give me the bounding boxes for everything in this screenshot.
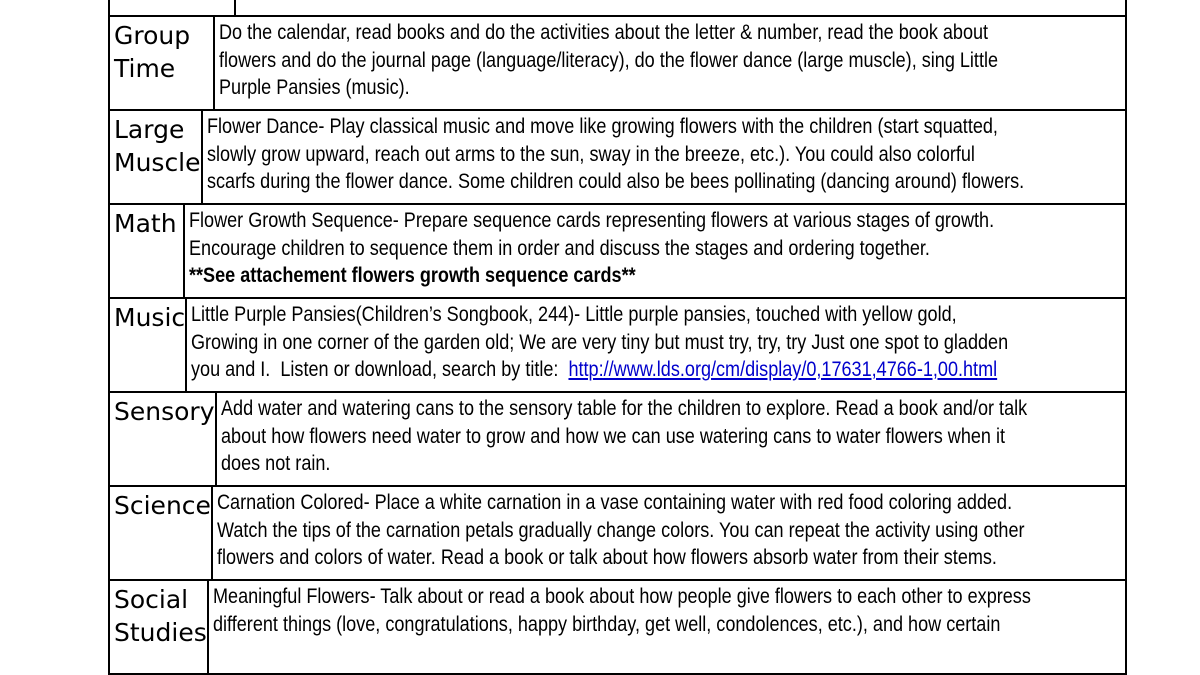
row-content	[187, 299, 1141, 391]
content-line: Add water and watering cans to the sensory table for the children to explore. Read a book and/or talk	[220, 397, 1027, 420]
content-line: about how flowers need water to grow and how we can use watering cans to water flowers when it	[220, 424, 1005, 448]
row-label-line	[114, 334, 185, 367]
content-line: flowers and do the journal page (language/literacy), do the flower dance (large muscle), sing Little	[219, 48, 999, 72]
content-line: scarfs during the flower dance. Some children could also be bees pollinating (dancing around) flowers.	[206, 170, 1024, 193]
row-label	[110, 111, 203, 203]
link-prefix: you and I. Listen or download, search by title:	[191, 358, 569, 381]
row-label-line: Music	[114, 303, 186, 332]
row-label	[110, 487, 213, 579]
table-row	[108, 205, 1127, 299]
content-line: Little Purple Pansies(Children’s Songbook, 244)- Little purple pansies, touched with yellow gold,	[191, 303, 957, 326]
content-line: different things (love, congratulations, happy birthday, get well, condolences, etc.), and how certain	[212, 612, 1001, 636]
table-row	[108, 393, 1127, 487]
row-label	[110, 205, 185, 297]
content-line: Flower Dance- Play classical music and move like growing flowers with the children (start squatted,	[206, 115, 998, 138]
content-line: Growing in one corner of the garden old; We are very tiny but must try, try, try Just one spot to gladden	[191, 330, 1009, 354]
row-label	[110, 299, 187, 391]
row-label-line: Science	[114, 491, 211, 520]
row-content	[185, 205, 1125, 297]
row-label-line: Large	[114, 115, 185, 144]
content-line: Do the calendar, read books and do the activities about the letter & number, read the book about	[219, 21, 989, 44]
content-line: does not rain.	[220, 452, 330, 475]
row-content	[209, 581, 1164, 673]
table-row	[108, 581, 1127, 675]
row-content	[236, 0, 1125, 15]
row-label-line	[114, 240, 183, 273]
row-label-line: Sensory	[114, 397, 215, 426]
content-line: slowly grow upward, reach out arms to the sun, sway in the breeze, etc.). You could also colorful	[206, 142, 975, 166]
row-label-line: Studies	[114, 618, 207, 647]
row-content	[203, 111, 1157, 203]
row-label-line: Group	[114, 21, 191, 50]
content-line: Purple Pansies (music).	[219, 76, 410, 99]
row-label-line: Math	[114, 209, 177, 238]
row-label	[110, 0, 236, 15]
content-line: Carnation Colored- Place a white carnation in a vase containing water with red food coloring added.	[216, 491, 1013, 514]
table-row	[108, 487, 1127, 581]
row-label-line	[114, 522, 211, 555]
row-label-line: Time	[114, 54, 176, 83]
table-row	[108, 0, 1127, 17]
content-line: Meaningful Flowers- Talk about or read a book about how people give flowers to each other to express	[212, 585, 1031, 608]
content-line: Watch the tips of the carnation petals gradually change colors. You can repeat the activity using other	[216, 518, 1025, 542]
row-label-line: Social	[114, 585, 189, 614]
content-line	[191, 356, 1008, 384]
row-content	[215, 17, 1125, 109]
row-content	[213, 487, 1156, 579]
table-row	[108, 17, 1127, 111]
row-label	[110, 17, 215, 109]
content-line: Flower Growth Sequence- Prepare sequence cards representing flowers at various stages of growth.	[188, 209, 994, 232]
activity-table	[108, 0, 1127, 675]
row-label-line	[114, 428, 215, 461]
table-row	[108, 111, 1127, 205]
row-label-line: Muscle	[114, 148, 201, 177]
attachment-note: **See attachement flowers growth sequence cards**	[188, 264, 636, 287]
row-content	[217, 393, 1158, 485]
row-label	[110, 393, 217, 485]
row-label	[110, 581, 209, 673]
song-link[interactable]: http://www.lds.org/cm/display/0,17631,4766-1,00.html	[568, 358, 998, 381]
table-row	[108, 299, 1127, 393]
content-line: Encourage children to sequence them in order and discuss the stages and ordering together.	[188, 236, 930, 260]
content-line: flowers and colors of water. Read a book or talk about how flowers absorb water from their stems.	[216, 546, 997, 569]
